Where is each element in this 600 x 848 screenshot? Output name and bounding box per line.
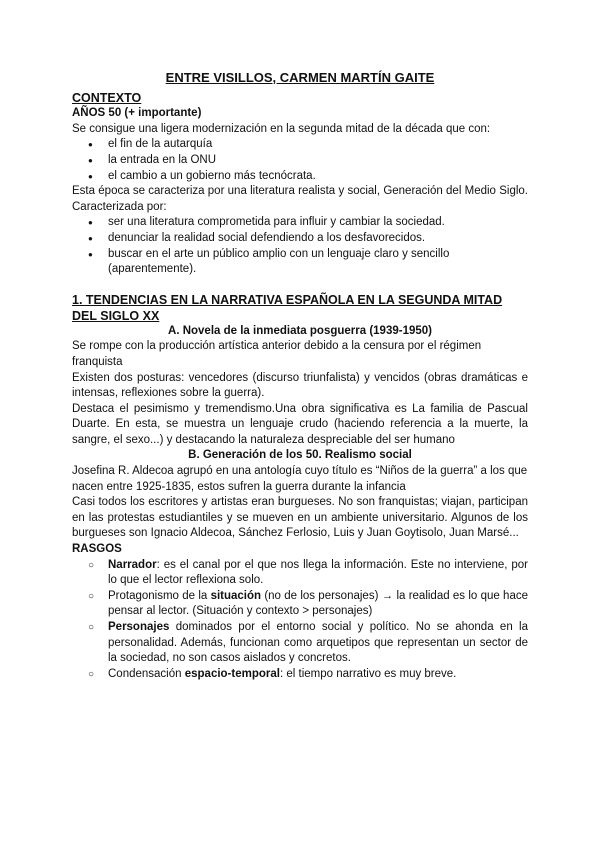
contexto-intro: Se consigue una ligera modernización en la segunda mitad de la década que con:	[72, 122, 491, 135]
document-page	[72, 70, 528, 682]
subsection-a-title: A. Novela de la inmediata posguerra (1939-1950)	[168, 324, 432, 337]
list-item	[72, 667, 528, 683]
item-text: (no de los personajes) → la realidad es lo que hace pensar al lector. (Situación y contexto > personajes)	[108, 589, 528, 618]
rasgos-list	[72, 558, 528, 683]
item-text: Condensación	[108, 667, 185, 680]
contexto-heading: CONTEXTO	[72, 90, 142, 105]
paragraph: Se rompe con la producción artística anterior debido a la censura por el régimen franquista	[72, 340, 482, 368]
paragraph: Casi todos los escritores y artistas eran burgueses. No son franquistas; viajan, participan en las protestas estudiantiles y se mueven en un ambiente universitario. Algunos de los burgueses son Ignacio Aldecoa, Sánchez Ferlosio, Luis y Juan Goytisolo, Juan Marsé...	[72, 496, 528, 540]
contexto-paragraph: Esta época se caracteriza por una literatura realista y social, Generación del Medio Siglo. Caracterizada por:	[72, 185, 528, 213]
subsection-b-title: B. Generación de los 50. Realismo social	[188, 449, 412, 462]
list-item: ● buscar en el arte un público amplio con un lenguaje claro y sencillo (aparentemente).	[72, 247, 528, 278]
paragraph: Destaca el pesimismo y tremendismo.Una obra significativa es La familia de Pascual Duarte. En esta, se muestra un lenguaje crudo (haciendo referencia a la muerte, la sangre, el sexo...) y destacando la naturaleza despreciable del ser humano	[72, 402, 528, 446]
paragraph: Josefina R. Aldecoa agrupó en una antología cuyo título es “Niños de la guerra” a los que nacen entre 1925-1835, estos sufren la guerra durante la infancia	[72, 465, 528, 493]
list-item: ● el fin de la autarquía	[72, 137, 528, 153]
contexto-list	[72, 137, 528, 184]
item-keyword: Personajes	[108, 621, 170, 633]
list-item: ● ser una literatura comprometida para influir y cambiar la sociedad.	[72, 215, 528, 231]
item-text: dominados por el entorno social y político. No se ahonda en la personalidad. Además, funcionan como arquetipos que representan un sector de la sociedad, no son casos aislados y concretos.	[108, 621, 528, 665]
list-item	[72, 620, 528, 667]
paragraph: Existen dos posturas: vencedores (discurso triunfalista) y vencidos (obras dramáticas e intensas, reflexiones sobre la guerra).	[72, 371, 528, 400]
document-title: ENTRE VISILLOS, CARMEN MARTÍN GAITE	[165, 70, 435, 85]
item-keyword: situación	[210, 589, 262, 602]
item-text: : el tiempo narrativo es muy breve.	[279, 667, 457, 680]
item-text: : es el canal por el que nos llega la información. Este no interviene, por lo que el lector reflexiona solo.	[108, 558, 528, 587]
rasgos-heading: RASGOS	[72, 543, 122, 556]
list-item	[72, 558, 528, 589]
list-item: ● denunciar la realidad social defendiendo a los desfavorecidos.	[72, 231, 528, 247]
contexto-subheading: AÑOS 50 (+ importante)	[72, 107, 202, 120]
contexto-list-2	[72, 215, 528, 277]
item-keyword: espacio-temporal	[184, 667, 280, 680]
item-text: Protagonismo de la	[108, 589, 211, 602]
section-heading: 1. TENDENCIAS EN LA NARRATIVA ESPAÑOLA EN LA SEGUNDA MITAD DEL SIGLO XX	[72, 292, 503, 323]
list-item: ● la entrada en la ONU	[72, 153, 528, 169]
item-keyword: Narrador	[108, 558, 157, 571]
list-item	[72, 589, 528, 620]
list-item: ● el cambio a un gobierno más tecnócrata.	[72, 169, 528, 185]
